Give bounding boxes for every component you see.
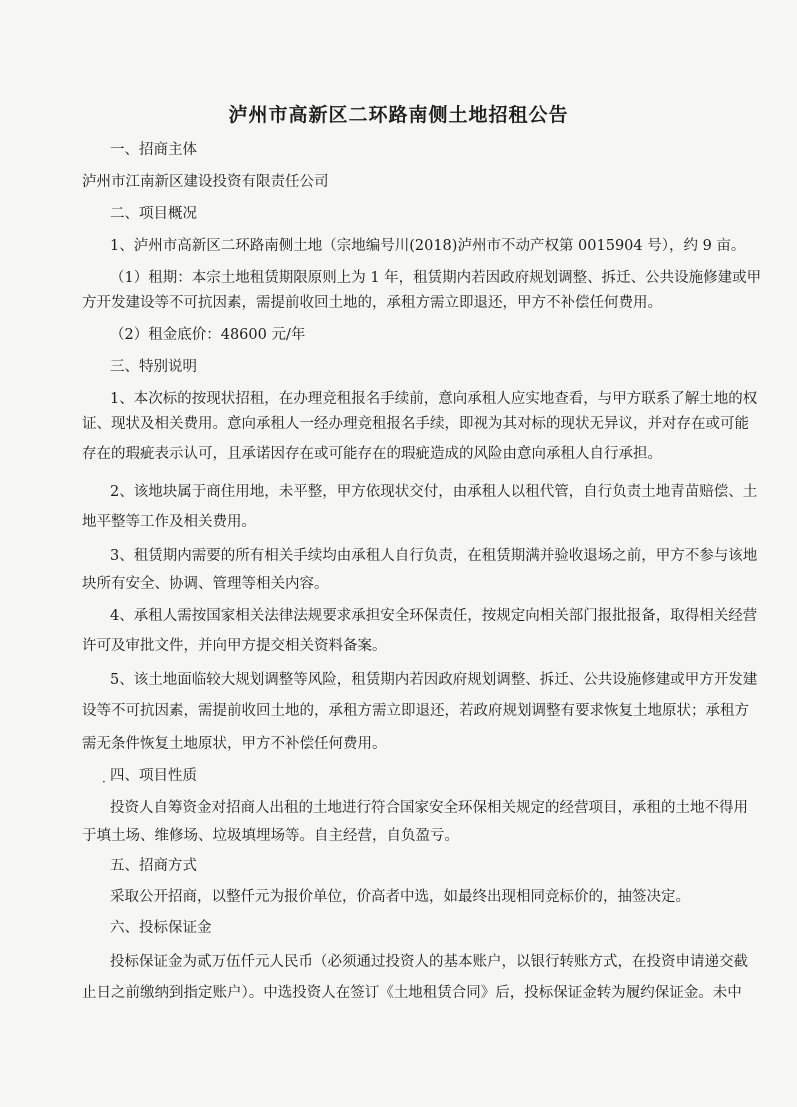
paragraph-line: 于填土场、维修场、垃圾填埋场等。自主经营，自负盈亏。 [82, 828, 459, 844]
section-heading-6: 六、投标保证金 [110, 920, 212, 936]
paragraph-line: 证、现状及相关费用。意向承租人一经办理竞租报名手续，即视为其对标的现状无异议，并对存在或可能 [82, 416, 749, 432]
paragraph-line: 2、该地块属于商住用地，未平整，甲方依现状交付，由承租人以租代管，自行负责土地青苗赔偿、土 [110, 484, 758, 500]
paragraph-line: 3、租赁期内需要的所有相关手续均由承租人自行负责，在租赁期满并验收退场之前，甲方不参与该地 [110, 548, 758, 564]
section-heading-1: 一、招商主体 [110, 142, 197, 158]
paragraph-line: 泸州市江南新区建设投资有限责任公司 [82, 174, 329, 190]
paragraph-line: 1、本次标的按现状招租，在办理竞租报名手续前，意向承租人应实地查看，与甲方联系了解土地的权 [110, 391, 758, 407]
paragraph-line: 地平整等工作及相关费用。 [82, 514, 256, 530]
paragraph-line: 存在的瑕疵表示认可，且承诺因存在或可能存在的瑕疵造成的风险由意向承租人自行承担。 [82, 446, 662, 462]
scan-speck: · [102, 775, 106, 789]
paragraph-line: 投资人自筹资金对招商人出租的土地进行符合国家安全环保相关规定的经营项目，承租的土地不得用 [110, 800, 748, 816]
section-heading-5: 五、招商方式 [110, 858, 197, 874]
paragraph-line: 1、泸州市高新区二环路南侧土地（宗地编号川(2018)泸州市不动产权第 0015904 号），约 9 亩。 [110, 238, 746, 254]
paragraph-line: 止日之前缴纳到指定账户）。中选投资人在签订《土地租赁合同》后，投标保证金转为履约保证金。未中 [82, 985, 742, 1001]
paragraph-line: 4、承租人需按国家相关法律法规要求承担安全环保责任，按规定向相关部门报批报备，取得相关经营 [110, 608, 758, 624]
paragraph-line: 5、该土地面临较大规划调整等风险，租赁期内若因政府规划调整、拆迁、公共设施修建或甲方开发建 [110, 672, 758, 688]
section-heading-2: 二、项目概况 [110, 206, 197, 222]
paragraph-line: （1）租期：本宗土地租赁期限原则上为 1 年，租赁期内若因政府规划调整、拆迁、公共设施修建或甲 [110, 270, 762, 286]
paragraph-line: （2）租金底价：48600 元/年 [110, 327, 306, 343]
page-title: 泸州市高新区二环路南侧土地招租公告 [228, 104, 569, 126]
section-heading-3: 三、特别说明 [110, 359, 197, 375]
section-heading-4: 四、项目性质 [110, 768, 197, 784]
paragraph-line: 采取公开招商，以整仟元为报价单位，价高者中选，如最终出现相同竞标价的，抽签决定。 [110, 889, 690, 905]
paragraph-line: 设等不可抗因素，需提前收回土地的，承租方需立即退还，若政府规划调整有要求恢复土地原状；承租方 [82, 703, 749, 719]
paragraph-line: 需无条件恢复土地原状，甲方不补偿任何费用。 [82, 736, 387, 752]
paragraph-line: 方开发建设等不可抗因素，需提前收回土地的，承租方需立即退还，甲方不补偿任何费用。 [82, 295, 662, 311]
paragraph-line: 投标保证金为贰万伍仟元人民币（必须通过投资人的基本账户，以银行转账方式，在投资申请递交截 [110, 954, 748, 970]
paragraph-line: 许可及审批文件，并向甲方提交相关资料备案。 [82, 638, 387, 654]
paragraph-line: 块所有安全、协调、管理等相关内容。 [82, 576, 329, 592]
